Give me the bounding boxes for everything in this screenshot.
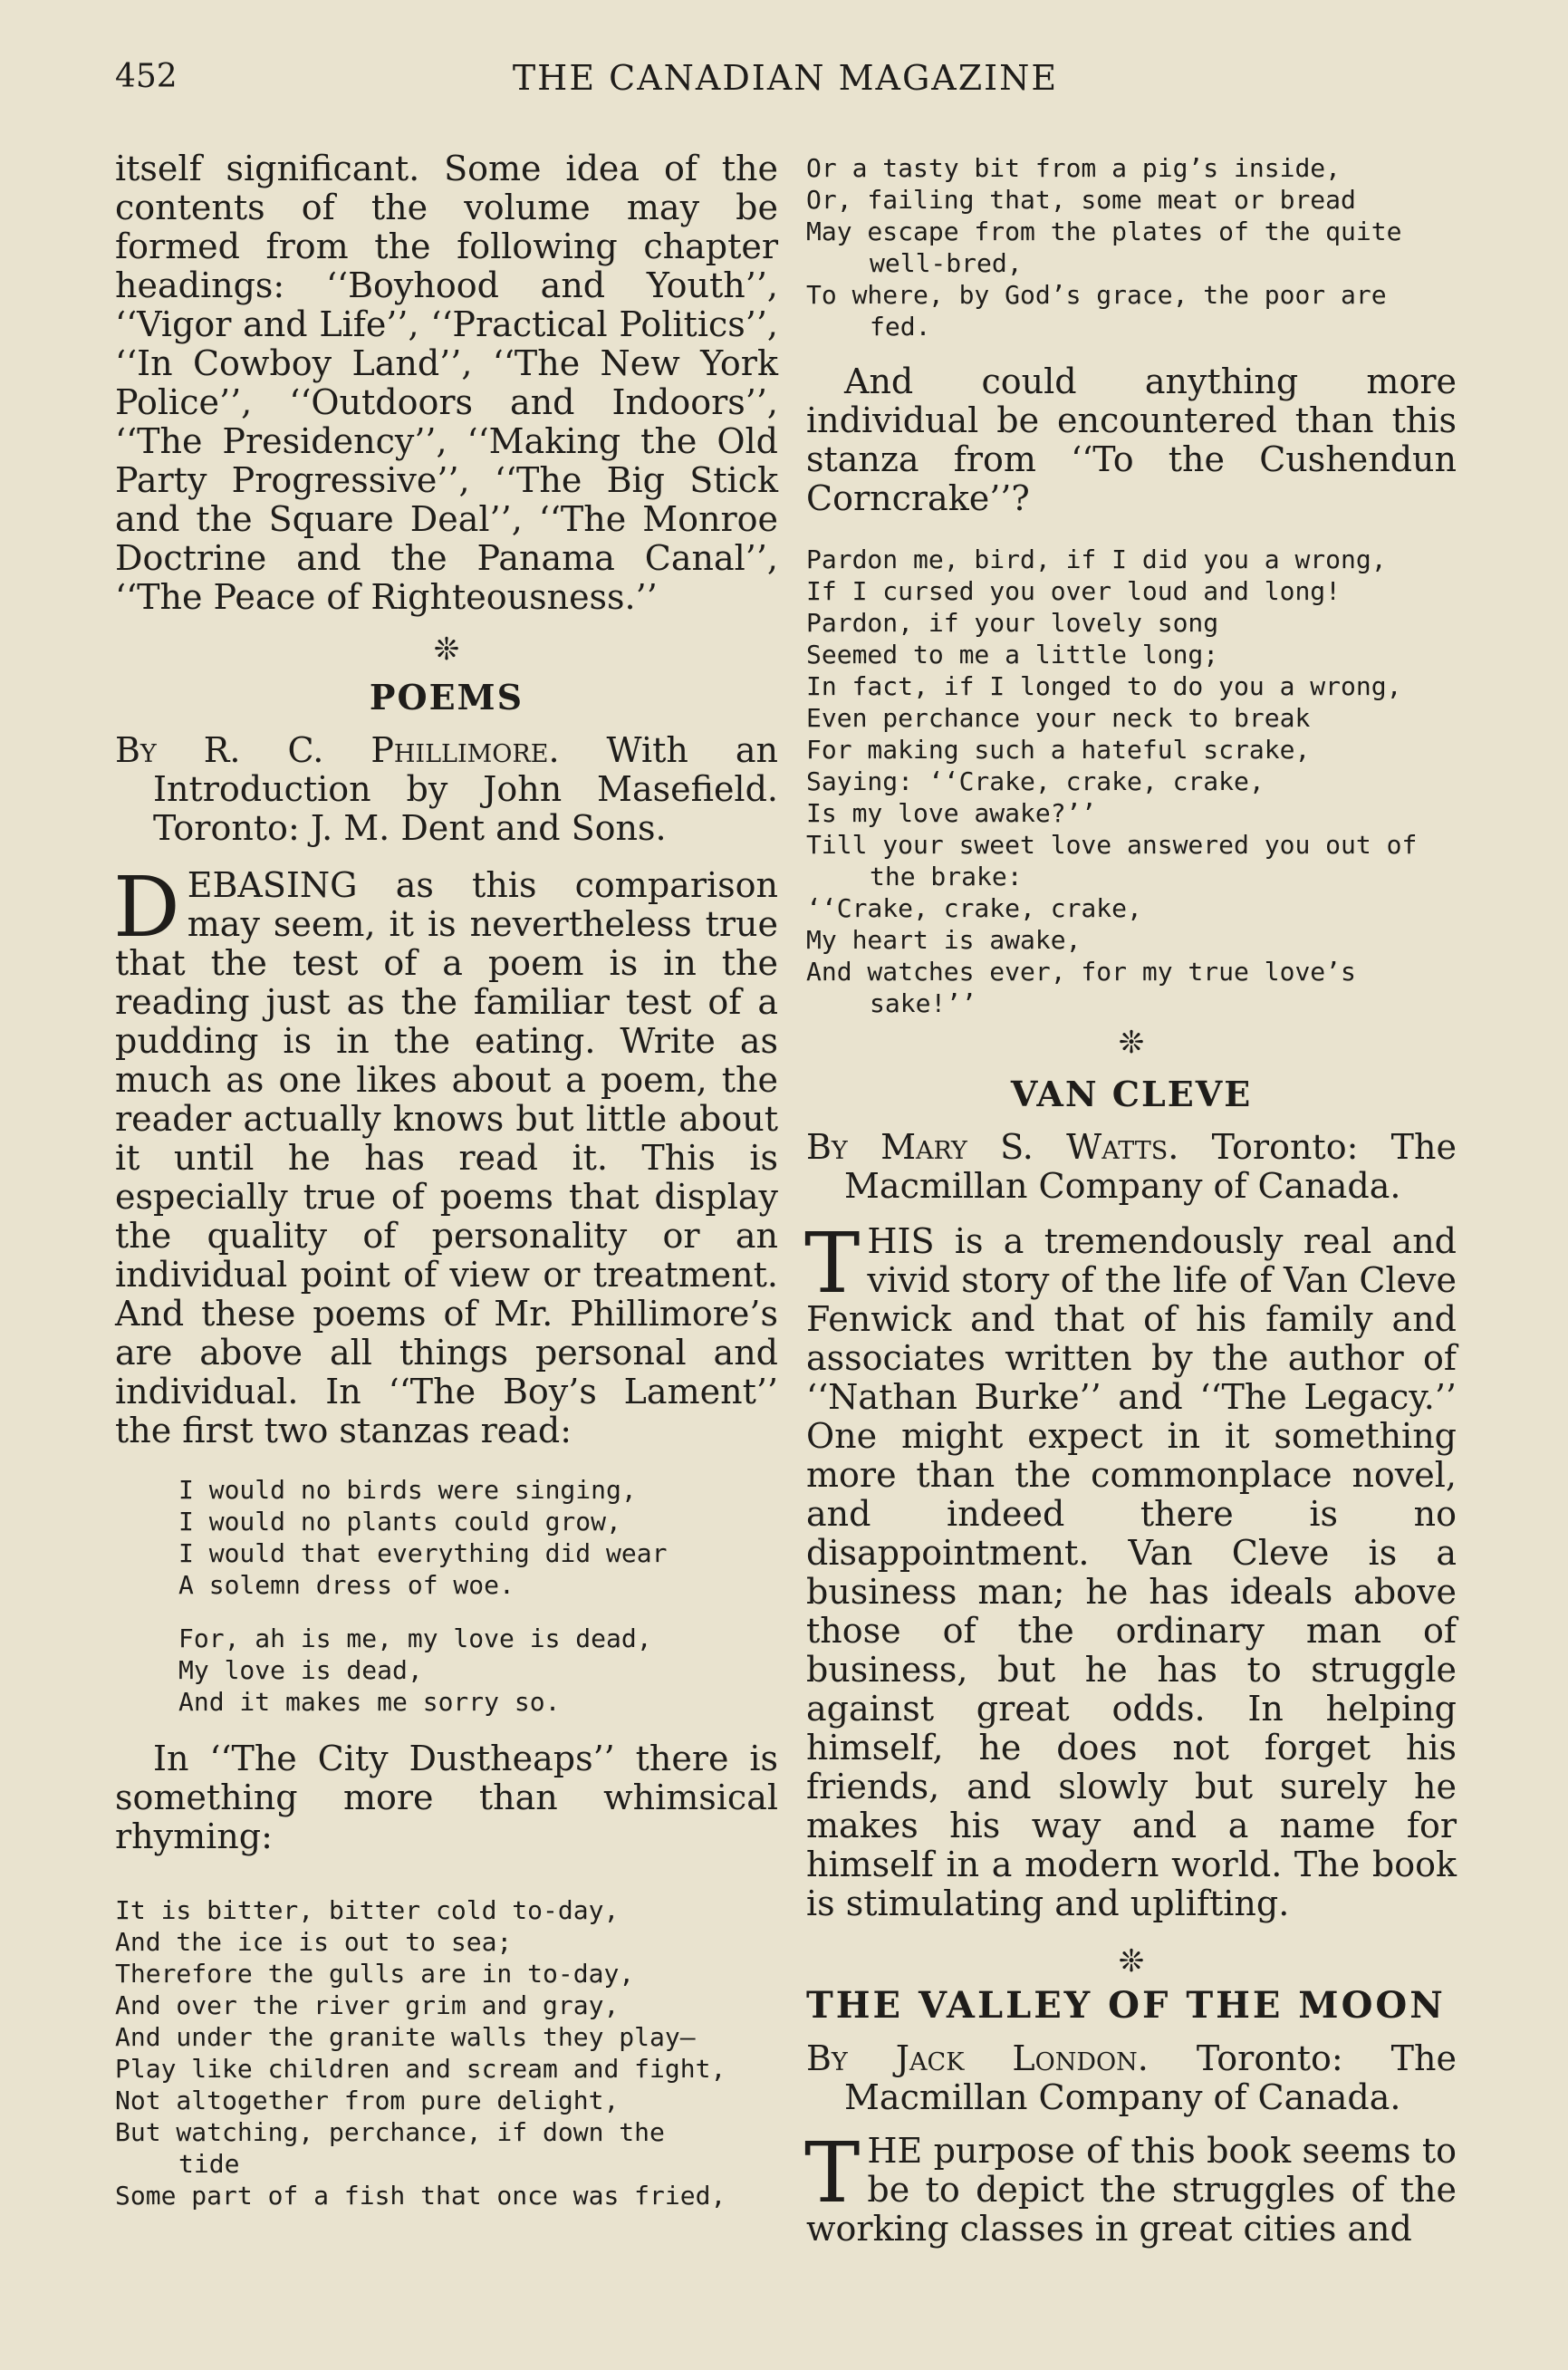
verse-line: And under the granite walls they play— — [115, 2022, 696, 2052]
right-column — [806, 152, 1457, 2249]
verse-line: Or a tasty bit from a pig’s inside, — [806, 153, 1342, 183]
poems-byline — [115, 731, 778, 848]
paragraph-text: HE purpose of this book seems to be to depict the struggles of the working classes in great cities and — [806, 2131, 1457, 2249]
corncrake-intro: And could anything more individual be encountered than this stanza from ‘‘To the Cushendun Corncrake’’? — [806, 361, 1457, 518]
page-number: 452 — [115, 58, 178, 95]
verse-line: For making such a hateful scrake, — [806, 735, 1311, 765]
section-ornament: ❊ — [433, 631, 460, 668]
verse-line: And watches ever, for my true love’s — [806, 957, 1356, 987]
verse-line: ‘‘Crake, crake, crake, — [806, 893, 1142, 923]
paragraph-text: HIS is a tremendously real and vivid story of the life of Van Cleve Fenwick and that of his family and associates written by the author of ‘‘Nathan Burke’’ and ‘‘The Legacy.’’ One might expect in it something more than the commonplace novel, and indeed there is no disappointment. Van Cleve is a business man; he has ideals above those of the ordinary man of business, but he has to struggle against great odds. In helping himself, he does not forget his friends, and slowly but surely he makes his way and a name for himself in a modern world. The book is stimulating and uplifting. — [806, 1221, 1457, 1923]
verse-line: But watching, perchance, if down the — [115, 2117, 665, 2147]
dustheaps-intro: In ‘‘The City Dustheaps’’ there is something more than whimsical rhyming: — [115, 1739, 778, 1856]
roosevelt-review-continuation: itself significant. Some idea of the contents of the volume may be formed from the following chapter headings: ‘‘Boyhood and Youth’’, ‘‘Vigor and Life’’, ‘‘Practical Politics’’, ‘‘In Cowboy Land’’, ‘‘The New York Police’’, ‘‘Outdoors and Indoors’’, ‘‘The Presidency’’, ‘‘Making the Old Party Progressive’’, ‘‘The Big Stick and the Square Deal’’, ‘‘The Monroe Doctrine and the Panama Canal’’, ‘‘The Peace of Righteousness.’’ — [115, 149, 778, 617]
section-ornament: ❊ — [1118, 1943, 1145, 1980]
left-column — [115, 149, 778, 2211]
verse-line: tide — [178, 2149, 240, 2179]
author-name: Jack London. — [895, 2038, 1149, 2078]
section-ornament: ❊ — [1118, 1025, 1145, 1061]
byline-publisher: Toronto: The Macmillan Company of Canada. — [844, 2038, 1457, 2117]
by-label: By — [115, 730, 157, 770]
verse-line: My heart is awake, — [806, 925, 1082, 955]
verse-line: And the ice is out to sea; — [115, 1927, 513, 1957]
verse-line: the brake: — [870, 862, 1023, 891]
poem-stanza-3 — [115, 1894, 778, 2211]
verse-line: For, ah is me, my love is dead, — [178, 1623, 652, 1653]
valley-of-the-moon-title: THE VALLEY OF THE MOON — [806, 1984, 1446, 2027]
verse-line: My love is dead, — [178, 1655, 423, 1685]
verse-line: And it makes me sorry so. — [178, 1687, 561, 1717]
verse-line: Is my love awake?’’ — [806, 798, 1097, 828]
verse-line: I would no plants could grow, — [178, 1507, 621, 1537]
verse-line: Even perchance your neck to break — [806, 703, 1311, 733]
verse-line: Not altogether from pure delight, — [115, 2086, 620, 2115]
verse-line: sake!’’ — [870, 988, 977, 1018]
byline-publisher: Toronto: The Macmillan Company of Canada. — [844, 1127, 1457, 1206]
verse-line: Pardon me, bird, if I did you a wrong, — [806, 544, 1387, 574]
paragraph-text: EBASING as this comparison may seem, it is nevertheless true that the test of a poem is in the reading just as the familiar test of a pudding is in the eating. Write as much as one likes about a poem, the reader actually knows but little about it until he has read it. This is especially true of poems that display the quality of personality or an individual point of view or treatment. And these poems of Mr. Phillimore’s are above all things personal and individual. In ‘‘The Boy’s Lament’’ the first two stanzas read: — [115, 865, 778, 1450]
author-name: Mary S. Watts. — [880, 1127, 1179, 1167]
verse-line: And over the river grim and gray, — [115, 1990, 620, 2020]
poem-stanza-1 — [115, 1474, 778, 1601]
author-name: R. C. Phillimore. — [203, 730, 560, 770]
verse-line: Or, failing that, some meat or bread — [806, 185, 1356, 215]
by-label: By — [806, 1127, 848, 1167]
verse-line: Saying: ‘‘Crake, crake, crake, — [806, 766, 1265, 796]
poems-title: POEMS — [369, 677, 524, 718]
verse-line: In fact, if I longed to do you a wrong, — [806, 671, 1402, 701]
verse-line: I would no birds were singing, — [178, 1475, 637, 1505]
drop-cap: T — [804, 1215, 861, 1312]
van-cleve-title: VAN CLEVE — [1010, 1074, 1253, 1114]
verse-line: It is bitter, bitter cold to-day, — [115, 1895, 620, 1925]
poem-stanza-4 — [806, 152, 1457, 342]
van-cleve-byline — [806, 1128, 1457, 1206]
poems-review-paragraph — [113, 859, 778, 1450]
verse-line: Play like children and scream and fight, — [115, 2054, 726, 2084]
van-cleve-review — [804, 1215, 1457, 1923]
verse-line: Pardon, if your lovely song — [806, 608, 1219, 638]
drop-cap: T — [804, 2124, 861, 2221]
verse-line: May escape from the plates of the quite — [806, 217, 1402, 246]
verse-line: well-bred, — [870, 248, 1023, 278]
page-header — [115, 58, 1456, 112]
by-label: By — [806, 2038, 848, 2078]
verse-line: fed. — [870, 312, 931, 342]
verse-line: A solemn dress of woe. — [178, 1570, 515, 1600]
verse-line: To where, by God’s grace, the poor are — [806, 280, 1387, 310]
verse-line: Till your sweet love answered you out of — [806, 830, 1418, 860]
verse-line: If I cursed you over loud and long! — [806, 576, 1342, 606]
poem-stanza-2 — [115, 1623, 778, 1718]
valley-of-the-moon-review — [804, 2124, 1457, 2249]
byline-publisher: With an Introduction by John Masefield. Toronto: J. M. Dent and Sons. — [153, 730, 778, 848]
valley-of-the-moon-byline — [806, 2039, 1457, 2117]
verse-line: I would that everything did wear — [178, 1538, 668, 1568]
verse-line: Some part of a fish that once was fried, — [115, 2181, 726, 2211]
verse-line: Seemed to me a little long; — [806, 640, 1219, 670]
drop-cap: D — [113, 859, 180, 956]
poem-stanza-5 — [806, 544, 1457, 1019]
running-head: THE CANADIAN MAGAZINE — [512, 58, 1059, 98]
verse-line: Therefore the gulls are in to-day, — [115, 1959, 635, 1989]
